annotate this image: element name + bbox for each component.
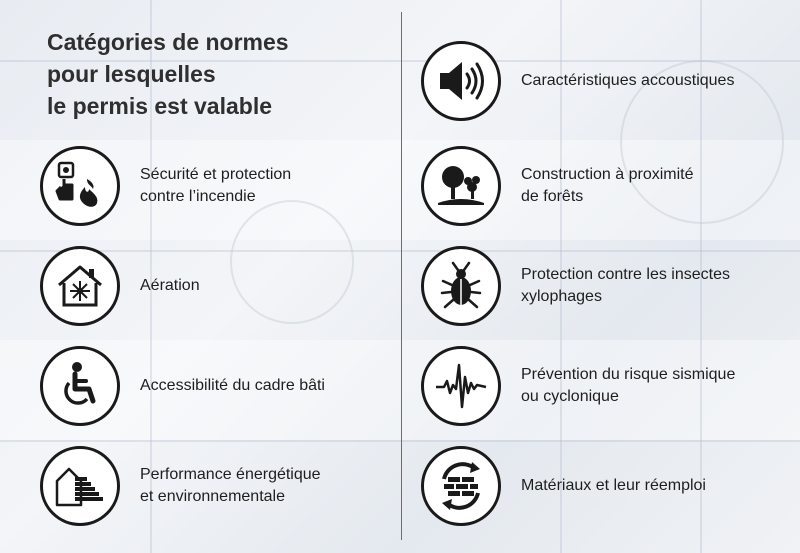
seismograph-icon [421, 346, 501, 426]
category-acoustics [421, 41, 761, 121]
trees-icon [421, 146, 501, 226]
ventilation-house-icon [40, 246, 120, 326]
category-label [521, 70, 761, 92]
label-line-2: contre l’incendie [140, 188, 256, 205]
wheelchair-icon [40, 346, 120, 426]
category-forests [421, 146, 761, 226]
label-line-1: Aération [140, 277, 200, 294]
category-label [140, 375, 380, 397]
label-line-1: Sécurité et protection [140, 166, 292, 183]
category-label [521, 264, 761, 308]
label-line-1: Performance énergétique [140, 466, 321, 483]
label-line-2: ou cyclonique [521, 388, 619, 405]
label-line-2: et environnementale [140, 488, 285, 505]
label-line-1: Caractéristiques accoustiques [521, 72, 735, 89]
speaker-icon [421, 41, 501, 121]
title-line-2: pour lesquelles [47, 61, 216, 87]
category-label [521, 364, 761, 408]
label-line-1: Prévention du risque sismique [521, 366, 736, 383]
label-line-2: xylophages [521, 288, 602, 305]
fire-alarm-icon [40, 146, 120, 226]
label-line-1: Matériaux et leur réemploi [521, 477, 706, 494]
label-line-1: Construction à proximité [521, 166, 694, 183]
category-fire-safety [40, 146, 380, 226]
insect-icon [421, 246, 501, 326]
label-line-1: Accessibilité du cadre bâti [140, 377, 325, 394]
energy-rating-house-icon [40, 446, 120, 526]
category-accessibility [40, 346, 380, 426]
label-line-1: Protection contre les insectes [521, 266, 730, 283]
category-materials [421, 446, 761, 526]
category-seismic [421, 346, 761, 426]
title-line-1: Catégories de normes [47, 29, 289, 55]
column-divider [401, 12, 402, 540]
page-title [47, 26, 289, 122]
category-insects [421, 246, 761, 326]
recycle-bricks-icon [421, 446, 501, 526]
title-line-3: le permis est valable [47, 93, 273, 119]
label-line-2: de forêts [521, 188, 584, 205]
category-label [521, 164, 761, 208]
category-energy [40, 446, 380, 526]
category-label [140, 275, 380, 297]
category-label [140, 464, 380, 508]
category-label [140, 164, 380, 208]
category-ventilation [40, 246, 380, 326]
category-label [521, 475, 761, 497]
